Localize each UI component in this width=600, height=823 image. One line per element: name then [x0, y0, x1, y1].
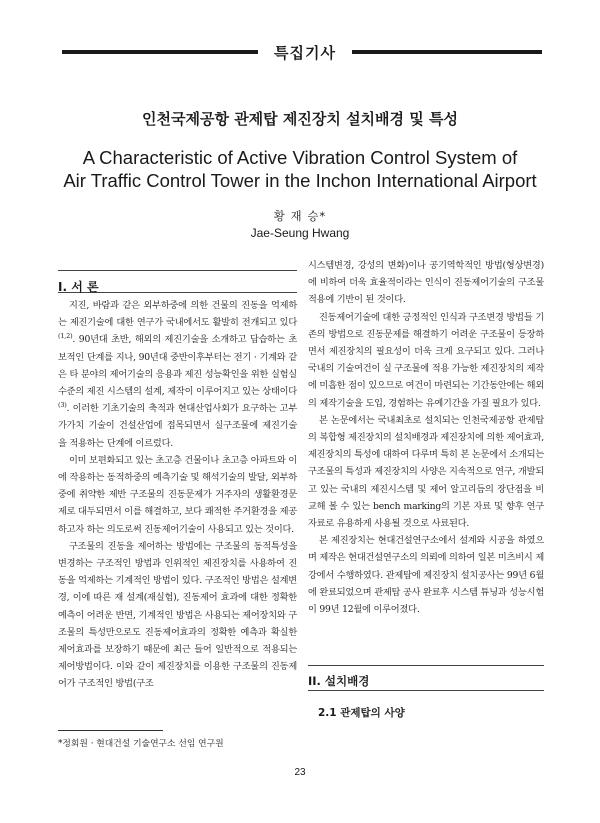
section-heading-introduction: I. 서 론: [58, 280, 99, 294]
author-name-english: Jae-Seung Hwang: [250, 226, 350, 240]
right-paragraph-2: 본 논문에서는 국내최초로 설치되는 인천국제공항 관제탑의 복합형 제진장치의 설치배경과 제진장치에 의한 제어효과, 제진장치의 특성에 대하여 다루며 특히 본 논문에서 소개되는 구조물의 특성과 제진장치의 사양은 지속적으로 연구, 개발되고 있는 국내의 제진시스템 및 제어 알고리듬의 장단점을 비교해 볼 수 있는 bench marking의 기본 자료 및 향후 연구자료로 유용하게 사용될 것으로 사료된다.: [308, 414, 544, 530]
citation-ref: (1,2): [58, 332, 73, 341]
right-paragraph-1: 진동제어기술에 대한 긍정적인 인식과 구조변경 방법들 기존의 방법으로 진동문제를 해결하기 어려운 구조물이 등장하면서 제진장치의 필요성이 더욱 크게 요구되고 있다. 그러나 국내의 기술여건이 실 구조물에 적용 가능한 제진장치의 제작에 미흡한 점이 있으므로 여건이 마련되는 기간동안에는 해외의 제작기술을 도입, 경험하는 유예기간을 가질 필요가 있다.: [308, 311, 544, 409]
intro-p1-cont: . 90년대 초반, 해외의 제진기술을 소개하고 답습하는 초보적인 단계를 지나, 90년대 중반이후부터는 전기 · 기계와 같은 타 분야의 제어기술의 응용과 제진 성능확인을 위한 실험실 수준의 제진 시스템의 설계, 제작이 이루어지고 있는 상태이다: [58, 334, 297, 398]
intro-p1-text: 지진, 바람과 같은 외부하중에 의한 건물의 진동을 억제하는 제진기술에 대한 연구가 국내에서도 활발히 전개되고 있다: [58, 300, 297, 329]
section-heading-background: II. 설치배경: [308, 674, 370, 688]
left-column: [58, 297, 297, 693]
article-title-korean: 인천국제공항 관제탑 제진장치 설치배경 및 특성: [142, 110, 458, 128]
section2-rule-top: [308, 665, 544, 666]
intro-paragraph-1: [58, 297, 297, 452]
section-header-label: 특집기사: [274, 44, 336, 62]
subsection-heading: 2.1 관제탑의 사양: [318, 707, 405, 719]
right-paragraph-0: 시스템변경, 강성의 변화)이나 공기역학적인 방법(형상변경)에 비하여 더욱 효율적이라는 인식이 진동제어기술의 구조물 적용에 기반이 된 것이다.: [308, 260, 544, 306]
intro-paragraph-2: 이미 보편화되고 있는 초고층 건물이나 초고층 아파트와 이에 작용하는 동적하중의 예측기술 및 해석기술의 발달, 외부하중에 취약한 제반 구조물의 진동문제가 거주자의 생활환경문제로 대두되면서 이를 해결하고, 보다 쾌적한 주거환경을 제공하고자 하는 의도로써 진동제어기술이 사용되고 있는 것이다.: [58, 454, 297, 535]
section2-rule-bottom: [308, 690, 544, 691]
article-title-english-line1: A Characteristic of Active Vibration Control System of: [82, 147, 518, 168]
footnote-rule: [58, 730, 163, 731]
article-title-english-line2: Air Traffic Control Tower in the Inchon International Airport: [63, 170, 537, 191]
page-number: 23: [294, 767, 306, 778]
intro-p1-end: . 이러한 기초기술의 축적과 현대산업사회가 요구하는 고부가가치 기술이 건설산업에 접목되면서 실구조물에 제진기술을 적용하는 단계에 이르렀다.: [58, 403, 297, 449]
intro-paragraph-3: 구조물의 진동을 제어하는 방법에는 구조물의 동적특성을 변경하는 구조적인 방법과 인위적인 제진장치를 사용하여 진동을 억제하는 기계적인 방법이 있다. 구조적인 방법은 설계변경, 이에 따른 재 설계(재실험), 진동제어 효과에 대한 정확한 예측이 어려운 반면, 기계적인 방법은 사용되는 제어장치와 구조물의 특성만으로도 진동제어효과의 정확한 예측과 확실한 제어효과를 보장하기 때문에 최근 들어 일반적으로 적용되는 제어방법이다. 이와 같이 제진장치를 이용한 구조물의 진동제어가 구조적인 방법(구조: [58, 540, 297, 690]
citation-ref: (3): [58, 401, 67, 410]
author-footnote: *정회원 · 현대건설 기술연구소 선임 연구원: [58, 739, 224, 749]
author-name-korean: 황 재 승*: [273, 209, 327, 223]
right-paragraph-3: 본 제진장치는 현대건설연구소에서 설계와 시공을 하였으며 제작은 현대건설연구소의 의뢰에 의하여 일본 미츠비시 제강에서 수행하였다. 관제탑에 제진장치 설치공사는 99년 6월에 완료되었으며 관제탑 공사 완료후 시스템 튜닝과 성능시험이 99년 12월에 이루어졌다.: [308, 535, 544, 616]
article-title-english: [60, 146, 540, 192]
right-column: [308, 257, 544, 618]
section-rule-top: [58, 270, 297, 271]
header-rule-left: [62, 50, 258, 54]
header-rule-right: [352, 50, 542, 54]
